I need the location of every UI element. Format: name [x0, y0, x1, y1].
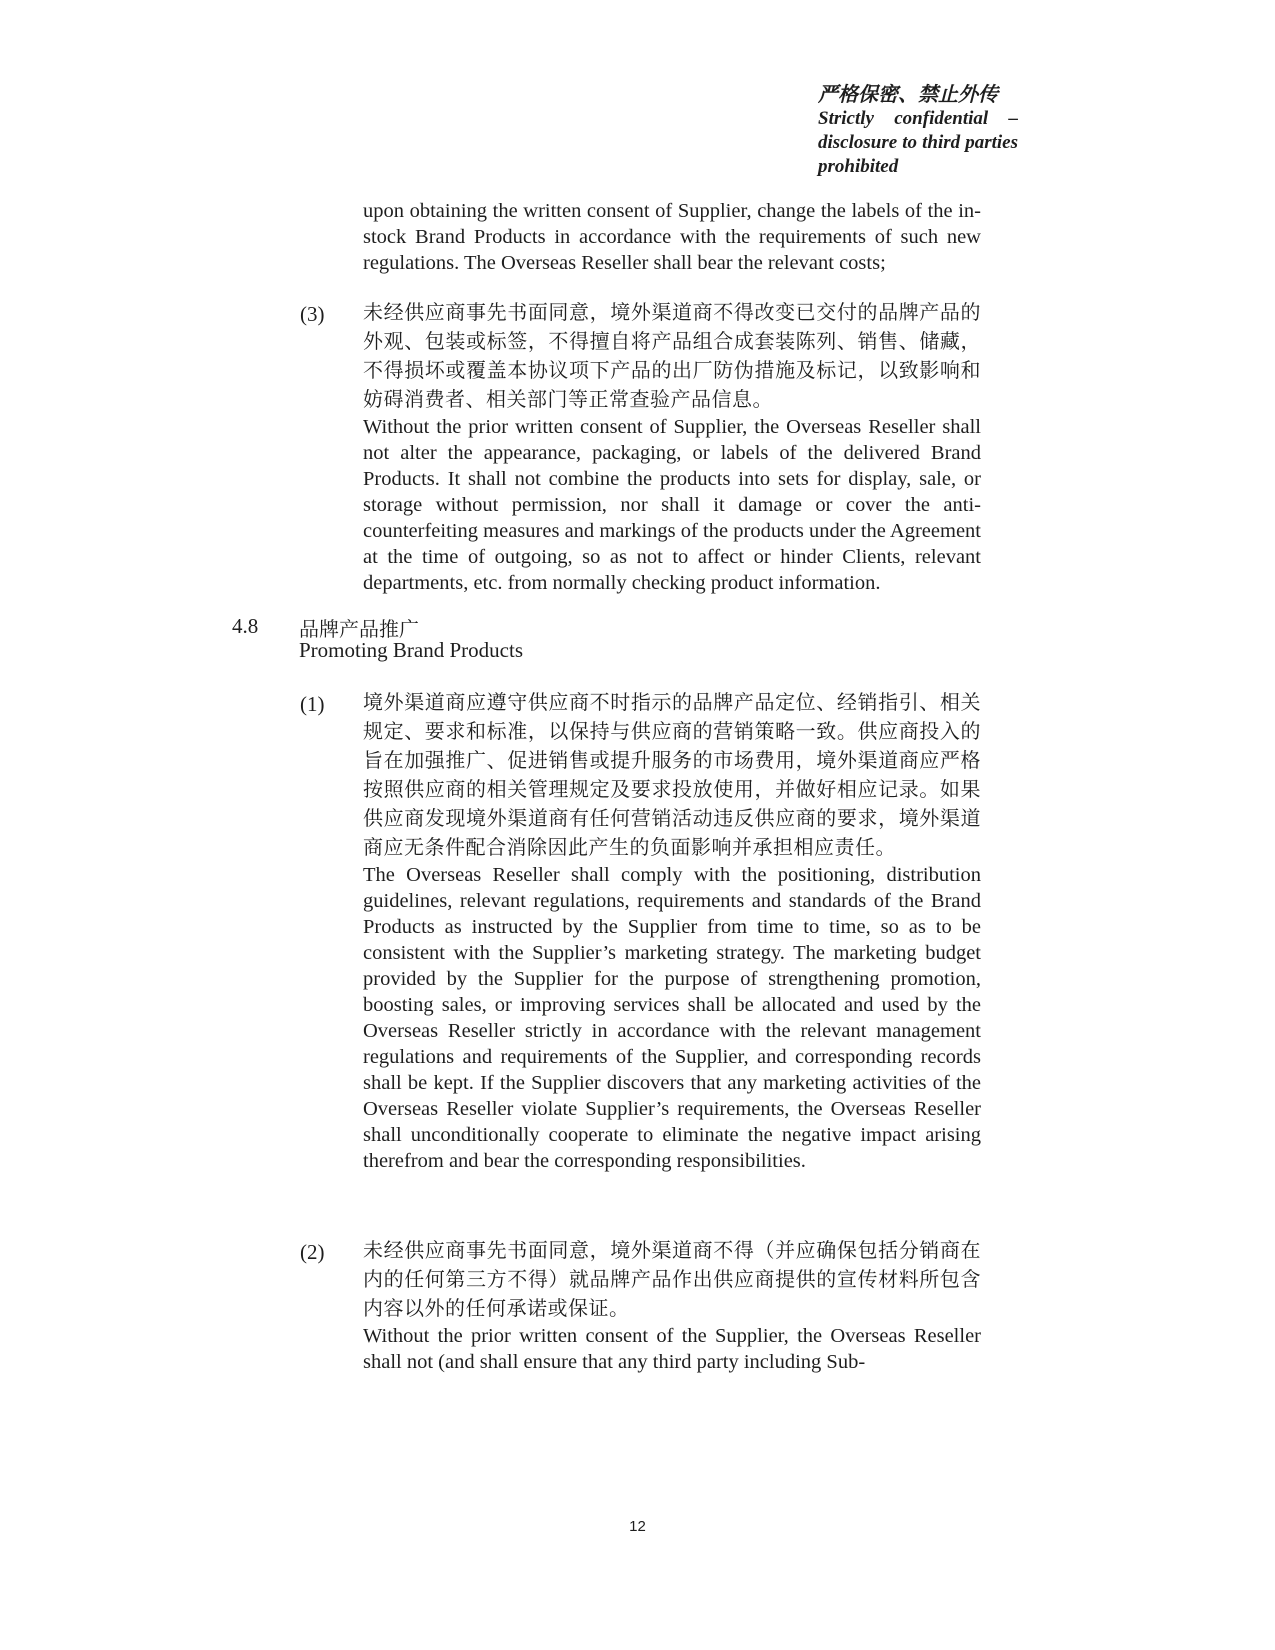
confidentiality-header-cn: 严格保密、禁止外传: [818, 84, 998, 106]
clause-3-text-cn: 未经供应商事先书面同意，境外渠道商不得改变已交付的品牌产品的外观、包装或标签，不得擅自将产品组合成套装陈列、销售、储藏，不得损坏或覆盖本协议项下产品的出厂防伪措施及标记，以致影响和妨碍消费者、相关部门等正常查验产品信息。: [363, 300, 981, 411]
clause-3-text-en: Without the prior written consent of Supplier, the Overseas Reseller shall not alter the appearance, packaging, or labels of the delivered Brand Products. It shall not combine the products into sets for display, sale, or storage without permission, nor shall it damage or cover the anti-counterfeiting measures and markings of the products under the Agreement at the time of outgoing, so as not to affect or hinder Clients, relevant departments, etc. from normally checking product information.: [363, 416, 981, 594]
clause-1-text-en: The Overseas Reseller shall comply with the positioning, distribution guidelines, relevant regulations, requirements and standards of the Brand Products as instructed by the Supplier from time to time, so as to be consistent with the Supplier’s marketing strategy. The marketing budget provided by the Supplier for the purpose of strengthening promotion, boosting sales, or improving services shall be allocated and used by the Overseas Reseller strictly in accordance with the relevant management regulations and requirements of the Supplier, and corresponding records shall be kept. If the Supplier discovers that any marketing activities of the Overseas Reseller violate Supplier’s requirements, the Overseas Reseller shall unconditionally cooperate to eliminate the negative impact arising therefrom and bear the corresponding responsibilities.: [363, 864, 981, 1172]
clause-2: [363, 1236, 981, 1375]
page-number: 12: [629, 1518, 646, 1535]
confidentiality-header: [818, 83, 1018, 179]
continuation-text-en: upon obtaining the written consent of Supplier, change the labels of the in-stock Brand Products in accordance with the requirements of such new regulations. The Overseas Reseller shall bear the relevant costs;: [363, 200, 981, 274]
section-title-cn: 品牌产品推广: [299, 617, 419, 641]
clause-number-1: (1): [300, 692, 325, 716]
clause-2-text-cn: 未经供应商事先书面同意，境外渠道商不得（并应确保包括分销商在内的任何第三方不得）就品牌产品作出供应商提供的宣传材料所包含内容以外的任何承诺或保证。: [363, 1238, 981, 1320]
clause-1: [363, 688, 981, 1174]
continuation-paragraph: [363, 198, 981, 276]
section-number: 4.8: [232, 614, 259, 638]
clause-3: [363, 298, 981, 596]
clause-number-3: (3): [300, 302, 325, 326]
clause-number-2: (2): [300, 1240, 325, 1264]
clause-2-text-en: Without the prior written consent of the Supplier, the Overseas Reseller shall not (and shall ensure that any third party including Sub-: [363, 1325, 981, 1373]
confidentiality-header-en: Strictly confidential – disclosure to third parties prohibited: [818, 108, 1018, 177]
clause-1-text-cn: 境外渠道商应遵守供应商不时指示的品牌产品定位、经销指引、相关规定、要求和标准，以保持与供应商的营销策略一致。供应商投入的旨在加强推广、促进销售或提升服务的市场费用，境外渠道商应严格按照供应商的相关管理规定及要求投放使用，并做好相应记录。如果供应商发现境外渠道商有任何营销活动违反供应商的要求，境外渠道商应无条件配合消除因此产生的负面影响并承担相应责任。: [363, 690, 981, 859]
section-title-en: Promoting Brand Products: [299, 638, 523, 662]
